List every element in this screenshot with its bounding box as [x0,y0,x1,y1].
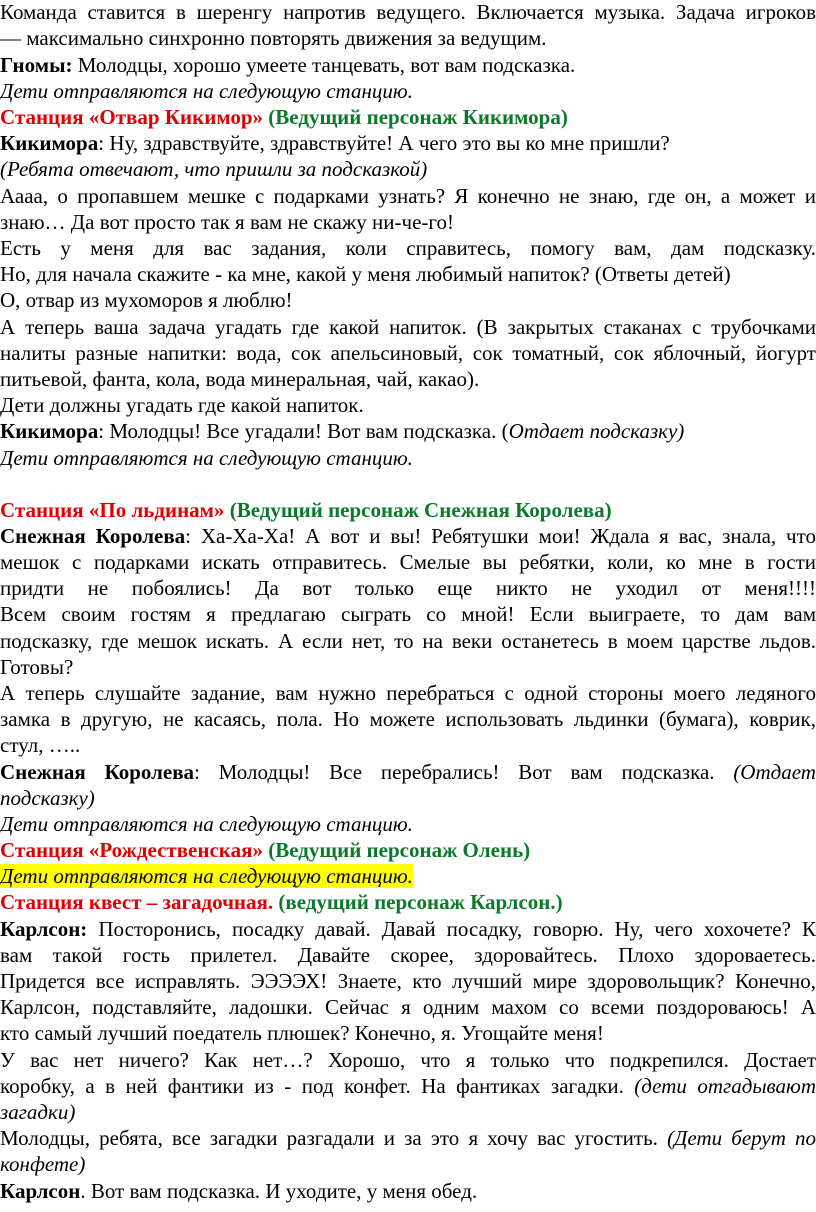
speaker-karlson: Карлсон: [0,917,88,941]
text-line-16 [0,393,816,419]
text-line-21 [0,550,816,576]
text-line-20 [0,524,816,550]
text-line-44 [0,1152,816,1178]
l3-text: Молодцы, хорошо умеете танцевать, вот вам подсказка. [77,53,576,77]
text-line-29 [0,760,816,786]
text-line-33 [0,864,816,890]
l4: Дети отправляются на следующую станцию. [0,79,413,103]
text-line-25 [0,655,816,681]
text-line-28 [0,733,816,759]
text-line-35 [0,917,816,943]
l44: конфете) [0,1152,86,1176]
l1: Команда ставится в шеренгу напротив ведущего. Включается музыка. Задача игроков [0,0,816,24]
l40: У вас нет ничего? Как нет…? Хорошо, что я только что подкрепился. Достает [0,1048,816,1072]
st1-name: Станция «Отвар Кикимор» [0,105,264,129]
st2-host: (Ведущий персонаж Снежная Королева) [229,498,612,522]
speaker-kikimora: Кикимора [0,131,99,155]
text-line-26 [0,681,816,707]
text-line-37 [0,969,816,995]
text-line-4 [0,79,816,105]
text-line-24 [0,629,816,655]
l6-text: : Ну, здравствуйте, здравствуйте! А чего это вы ко мне пришли? [98,131,670,155]
l15: питьевой, фанта, кола, вода минеральная, чай, какао). [0,367,480,391]
l42: загадки) [0,1100,76,1124]
l23: Всем своим гостям я предлагаю сыграть со мной! Если выиграете, то дам вам [0,602,816,626]
station-christmas-heading [0,838,816,864]
station-kikimora-heading [0,105,816,131]
l22: придти не побоялись! Да вот только еще никто не уходил от меня!!!! [0,576,816,600]
l25: Готовы? [0,655,74,679]
l41-italic: (дети отгадывают [634,1074,816,1098]
l21: мешок с подарками искать отправитесь. Смелые вы ребятки, коли, ко мне в гости [0,550,816,574]
text-line-2 [0,26,816,52]
l30: подсказку) [0,786,95,810]
text-line-36 [0,943,816,969]
l12: О, отвар из мухоморов я люблю! [0,288,293,312]
text-line-8 [0,184,816,210]
l11: Но, для начала скажите - ка мне, какой у меня любимый напиток? (Ответы детей) [0,262,731,286]
l29-text: : Молодцы! Все перебрались! Вот вам подсказка. [194,760,734,784]
st2-name: Станция «По льдинам» [0,498,225,522]
text-line-39 [0,1021,816,1047]
l8: Аааа, о пропавшем мешке с подарками узнать? Я конечно не знаю, где он, а может и [0,184,816,208]
l13: А теперь ваша задача угадать где какой напиток. (В закрытых стаканах с трубочками [0,315,816,339]
text-line-6 [0,131,816,157]
speaker-snow-queen-2: Снежная Королева [0,760,195,784]
l14: налиты разные напитки: вода, сок апельсиновый, сок томатный, сок яблочный, йогурт [0,341,816,365]
l31: Дети отправляются на следующую станцию. [0,812,413,836]
text-line-3 [0,53,816,79]
l24: подсказку, где мешок искать. А если нет, то на веки останетесь в моем царстве льдов. [0,629,816,653]
text-line-22 [0,576,816,602]
text-line-40 [0,1048,816,1074]
station-ice-heading [0,498,816,524]
text-line-14 [0,341,816,367]
text-line-18 [0,446,816,472]
l9: знаю… Да вот просто так я вам не скажу ни-че-го! [0,210,454,234]
text-line-30 [0,786,816,812]
text-line-41 [0,1074,816,1100]
l2: — максимально синхронно повторять движения за ведущим. [0,26,547,50]
st1-host: (Ведущий персонаж Кикимора) [268,105,568,129]
l43-italic: (Дети берут по [667,1126,816,1150]
l37: Придется все исправлять. ЭЭЭЭХ! Знаете, кто лучший мире здоровольщик? Конечно, [0,969,816,993]
l20-text: : Ха-Ха-Ха! А вот и вы! Ребятушки мои! Ждала я вас, знала, что [185,524,816,548]
text-line-13 [0,315,816,341]
l27: замка в другую, не касаясь, пола. Но можете использовать льдинки (бумага), коврик, [0,707,816,731]
l18: Дети отправляются на следующую станцию. [0,446,413,470]
text-line-12 [0,288,816,314]
station-quest-heading [0,890,816,916]
st4-name: Станция квест – загадочная. [0,890,274,914]
l43-text: Молодцы, ребята, все загадки разгадали и за это я хочу вас угостить. [0,1126,668,1150]
text-line-9 [0,210,816,236]
l16: Дети должны угадать где какой напиток. [0,393,364,417]
l39: кто самый лучший поедатель плюшек? Конечно, я. Угощайте меня! [0,1021,604,1045]
l41-text: коробку, а в ней фантики из - под конфет. На фантиках загадки. [0,1074,635,1098]
l36: вам такой гость прилетел. Давайте скорее, здоровайтесь. Плохо здороваетесь. [0,943,816,967]
text-line-15 [0,367,816,393]
speaker-karlson-2: Карлсон [0,1179,81,1203]
text-line-27 [0,707,816,733]
st4-host: (ведущий персонаж Карлсон.) [278,890,563,914]
l38: Карлсон, подставляйте, ладошки. Сейчас я одним махом со всеми поздороваюсь! А [0,995,816,1019]
text-line-7 [0,157,816,183]
l33-highlighted: Дети отправляются на следующую станцию. [0,864,413,888]
text-line-42 [0,1100,816,1126]
text-line-1 [0,0,816,26]
l29-italic: (Отдает [733,760,816,784]
l28: стул, ….. [0,733,81,757]
text-line-11 [0,262,816,288]
l7: (Ребята отвечают, что пришли за подсказкой) [0,157,428,181]
l45-text: . Вот вам подсказка. И уходите, у меня обед. [80,1179,478,1203]
text-line-43 [0,1126,816,1152]
text-line-45 [0,1179,816,1205]
l17-italic: Отдает подсказку) [508,419,685,443]
speaker-kikimora-2: Кикимора [0,419,99,443]
l35-text: Посторонись, посадку давай. Давай посадку, говорю. Ну, чего хохочете? К [98,917,816,941]
text-line-31 [0,812,816,838]
text-line-23 [0,602,816,628]
text-line-17 [0,419,816,445]
st3-name: Станция «Рождественская» [0,838,263,862]
speaker-snow-queen: Снежная Королева [0,524,186,548]
text-line-38 [0,995,816,1021]
speaker-gnomes: Гномы: [0,53,73,77]
text-line-10 [0,236,816,262]
l10: Есть у меня для вас задания, коли справитесь, помогу вам, дам подсказку. [0,236,816,260]
l26: А теперь слушайте задание, вам нужно перебраться с одной стороны моего ледяного [0,681,816,705]
st3-host: (Ведущий персонаж Олень) [268,838,531,862]
l17-text: : Молодцы! Все угадали! Вот вам подсказка. ( [98,419,509,443]
